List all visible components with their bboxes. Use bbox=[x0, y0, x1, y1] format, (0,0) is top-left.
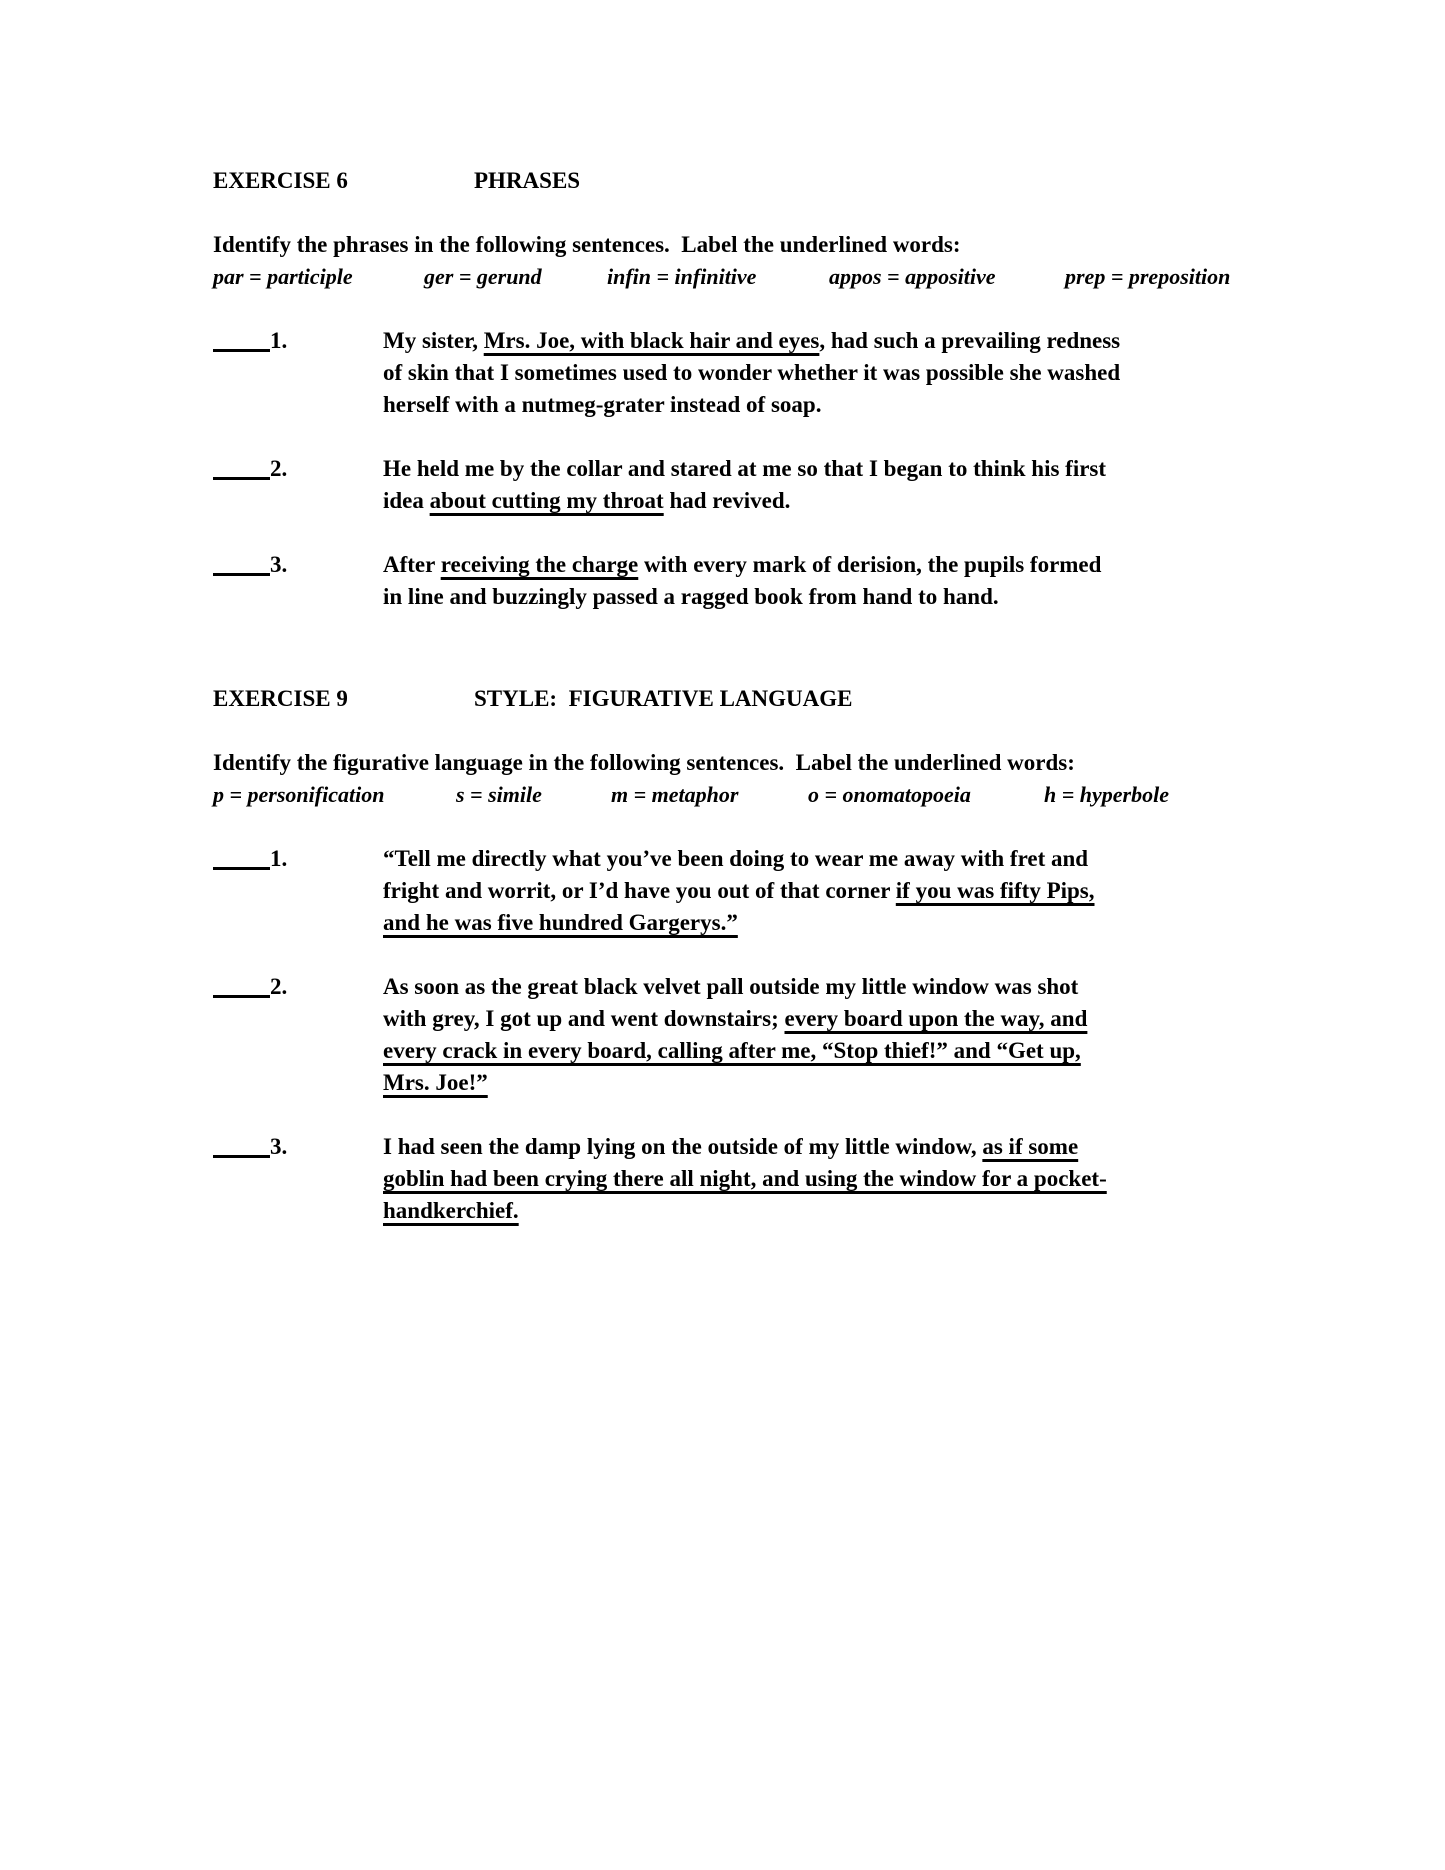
key-entry: ger = gerund bbox=[424, 264, 542, 289]
answer-blank bbox=[213, 867, 270, 870]
exercise-item bbox=[213, 971, 1363, 1099]
underlined-phrase: about cutting my throat bbox=[429, 488, 664, 513]
sentence-text: idea bbox=[383, 488, 430, 513]
underlined-phrase: handkerchief. bbox=[383, 1198, 519, 1223]
underlined-phrase: every crack in every board, calling after me, “Stop thief!” and “Get up, bbox=[383, 1038, 1081, 1063]
sentence-text: had revived. bbox=[663, 488, 791, 513]
sentence-line bbox=[383, 843, 1363, 875]
underlined-phrase: Mrs. Joe!” bbox=[383, 1070, 488, 1095]
sentence-text: , had such a prevailing redness bbox=[819, 328, 1121, 353]
sentence-text: “Tell me directly what you’ve been doing to wear me away with fret and bbox=[383, 846, 1089, 871]
answer-blank bbox=[213, 573, 270, 576]
key-entry: appos = appositive bbox=[829, 264, 996, 289]
item-number: 2. bbox=[270, 974, 288, 999]
item-number-cell bbox=[213, 843, 383, 939]
exercise-9-section bbox=[213, 683, 1363, 1227]
exercise-title: PHRASES bbox=[474, 168, 581, 193]
exercise-instructions: Identify the figurative language in the following sentences. Label the underlined words: bbox=[213, 750, 1075, 775]
key-entry: prep = preposition bbox=[1065, 264, 1231, 289]
abbreviation-key bbox=[213, 261, 1363, 293]
key-entry: par = participle bbox=[213, 264, 353, 289]
underlined-phrase: every board upon the way, and bbox=[784, 1006, 1088, 1031]
item-number-cell bbox=[213, 325, 383, 421]
sentence-line bbox=[383, 971, 1363, 1003]
exercise-number-label: EXERCISE 9 bbox=[213, 686, 348, 711]
key-entry: p = personification bbox=[213, 782, 385, 807]
page-content bbox=[213, 165, 1363, 1259]
sentence-line bbox=[383, 549, 1363, 581]
item-number: 3. bbox=[270, 1134, 288, 1159]
sentence-line bbox=[383, 485, 1363, 517]
exercise-item bbox=[213, 843, 1363, 939]
exercise-item bbox=[213, 1131, 1363, 1227]
answer-blank bbox=[213, 349, 270, 352]
sentence-text: herself with a nutmeg-grater instead of soap. bbox=[383, 392, 822, 417]
sentence-line bbox=[383, 1131, 1363, 1163]
underlined-phrase: and he was five hundred Gargerys.” bbox=[383, 910, 738, 935]
sentence-line bbox=[383, 357, 1363, 389]
sentence-line bbox=[383, 453, 1363, 485]
exercise-instructions: Identify the phrases in the following sentences. Label the underlined words: bbox=[213, 232, 961, 257]
sentence-text: As soon as the great black velvet pall outside my little window was shot bbox=[383, 974, 1079, 999]
answer-blank bbox=[213, 1155, 270, 1158]
sentence-text: with every mark of derision, the pupils formed bbox=[638, 552, 1102, 577]
key-entry: h = hyperbole bbox=[1044, 782, 1169, 807]
sentence-text: with grey, I got up and went downstairs; bbox=[383, 1006, 785, 1031]
item-text bbox=[383, 453, 1363, 517]
item-number-cell bbox=[213, 549, 383, 613]
answer-blank bbox=[213, 995, 270, 998]
exercise-9-items bbox=[213, 843, 1363, 1227]
item-text bbox=[383, 325, 1363, 421]
item-text bbox=[383, 971, 1363, 1099]
sentence-line bbox=[383, 325, 1363, 357]
exercise-9-heading bbox=[213, 683, 1363, 715]
sentence-line bbox=[383, 389, 1363, 421]
exercise-title: STYLE: FIGURATIVE LANGUAGE bbox=[474, 686, 853, 711]
answer-blank bbox=[213, 477, 270, 480]
key-entry: m = metaphor bbox=[611, 782, 739, 807]
item-text bbox=[383, 1131, 1363, 1227]
key-entry: infin = infinitive bbox=[607, 264, 757, 289]
sentence-line bbox=[383, 1035, 1363, 1067]
exercise-6-items bbox=[213, 325, 1363, 613]
sentence-text: in line and buzzingly passed a ragged book from hand to hand. bbox=[383, 584, 999, 609]
sentence-line bbox=[383, 581, 1363, 613]
key-entry: o = onomatopoeia bbox=[808, 782, 971, 807]
underlined-phrase: as if some bbox=[982, 1134, 1079, 1159]
exercise-item bbox=[213, 453, 1363, 517]
sentence-text: He held me by the collar and stared at me so that I began to think his first bbox=[383, 456, 1107, 481]
sentence-text: After bbox=[383, 552, 441, 577]
item-number: 3. bbox=[270, 552, 288, 577]
exercise-number-label: EXERCISE 6 bbox=[213, 168, 348, 193]
item-number: 2. bbox=[270, 456, 288, 481]
sentence-text: My sister, bbox=[383, 328, 484, 353]
item-number: 1. bbox=[270, 328, 288, 353]
item-number-cell bbox=[213, 453, 383, 517]
exercise-item bbox=[213, 325, 1363, 421]
underlined-phrase: Mrs. Joe, with black hair and eyes bbox=[483, 328, 820, 353]
key-entry: s = simile bbox=[456, 782, 542, 807]
abbreviation-key bbox=[213, 779, 1363, 811]
sentence-text: of skin that I sometimes used to wonder whether it was possible she washed bbox=[383, 360, 1121, 385]
underlined-phrase: receiving the charge bbox=[440, 552, 639, 577]
item-text bbox=[383, 549, 1363, 613]
sentence-line bbox=[383, 875, 1363, 907]
exercise-item bbox=[213, 549, 1363, 613]
sentence-line bbox=[383, 1003, 1363, 1035]
sentence-line bbox=[383, 1067, 1363, 1099]
sentence-line bbox=[383, 907, 1363, 939]
underlined-phrase: if you was fifty Pips, bbox=[895, 878, 1095, 903]
item-number-cell bbox=[213, 1131, 383, 1227]
exercise-6-section bbox=[213, 165, 1363, 613]
item-number-cell bbox=[213, 971, 383, 1099]
item-number: 1. bbox=[270, 846, 288, 871]
sentence-text: I had seen the damp lying on the outside of my little window, bbox=[383, 1134, 983, 1159]
sentence-text: fright and worrit, or I’d have you out of that corner bbox=[383, 878, 896, 903]
sentence-line bbox=[383, 1163, 1363, 1195]
sentence-line bbox=[383, 1195, 1363, 1227]
item-text bbox=[383, 843, 1363, 939]
underlined-phrase: goblin had been crying there all night, and using the window for a pocket- bbox=[383, 1166, 1107, 1191]
exercise-6-heading bbox=[213, 165, 1363, 197]
